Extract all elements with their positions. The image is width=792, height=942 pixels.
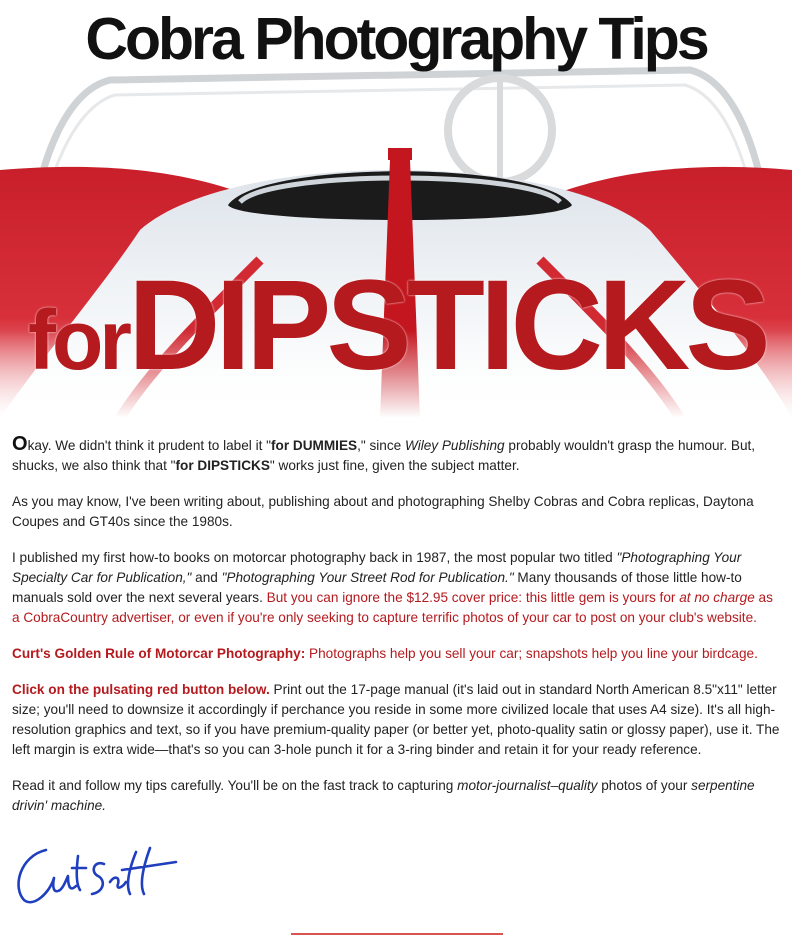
red-italic-text: at no charge: [679, 590, 755, 605]
red-bold-text: Curt's Golden Rule of Motorcar Photography:: [12, 646, 306, 661]
italic-text: "Photographing Your Specialty Car for Publication,": [12, 550, 742, 585]
page-title: Cobra Photography Tips: [85, 6, 707, 72]
text: photos of your: [597, 778, 692, 793]
paragraph-closing: [12, 776, 782, 816]
text: Print out the 17-page manual (it's laid out in standard North American 8.5"x11" letter size; you'll need to downsize it accordingly if perchance you reside in some more civilized locale that uses A4 size). It's all high-resolution graphics and text, so if you have premium-quality paper (or better yet, photo-quality satin or glossy paper), use it. The left margin is extra wide—that's so you can 3-hole punch it for a 3-ring binder and retain it for your ready reference.: [12, 682, 780, 757]
bold-text: for DUMMIES: [271, 438, 358, 453]
text: and: [191, 570, 222, 585]
handwritten-signature-icon: [10, 842, 180, 917]
red-text: as a CobraCountry advertiser, or even if you're only seeking to capture terrific photos of your car to post on your club's website.: [12, 590, 773, 625]
text: kay. We didn't think it prudent to label it ": [27, 438, 271, 453]
paragraph-instructions: [12, 680, 782, 760]
paragraph-golden-rule: [12, 644, 782, 664]
paragraph-intro: [12, 434, 782, 476]
italic-text: motor-journalist–quality: [457, 778, 598, 793]
text: probably wouldn't grasp the humour. But, shucks, we also think that ": [12, 438, 756, 473]
paragraph-history: [12, 548, 782, 628]
red-text: Photographs help you sell your car; snapshots help you line your birdcage.: [305, 646, 758, 661]
red-text: But you can ignore the $12.95 cover price: this little gem is yours for: [266, 590, 680, 605]
text: I published my first how-to books on motorcar photography back in 1987, the most popular two titled: [12, 550, 617, 565]
italic-text: "Photographing Your Street Rod for Publication.": [221, 570, 514, 585]
italic-text: Wiley Publishing: [404, 438, 505, 453]
subtitle-for: for: [28, 293, 128, 387]
text: Read it and follow my tips carefully. You'll be on the fast track to capturing: [12, 778, 458, 793]
hero-banner: [0, 0, 792, 418]
drop-cap: O: [12, 433, 28, 455]
italic-text: serpentine drivin' machine.: [12, 778, 755, 813]
divider-line: [291, 933, 503, 935]
subtitle-dipsticks: DIPSTICKS: [127, 254, 766, 397]
text: " works just fine, given the subject matter.: [269, 458, 520, 473]
text: Many thousands of those little how-to manuals sold over the next several years.: [12, 570, 742, 605]
page-subtitle: [28, 254, 766, 397]
article-body: [12, 434, 782, 832]
bold-text: for DIPSTICKS: [175, 458, 270, 473]
text: ," since: [357, 438, 405, 453]
paragraph-background: As you may know, I've been writing about, publishing about and photographing Shelby Cobras and Cobra replicas, Daytona Coupes and GT40s since the 1980s.: [12, 494, 754, 529]
red-bold-text: Click on the pulsating red button below.: [12, 682, 270, 697]
